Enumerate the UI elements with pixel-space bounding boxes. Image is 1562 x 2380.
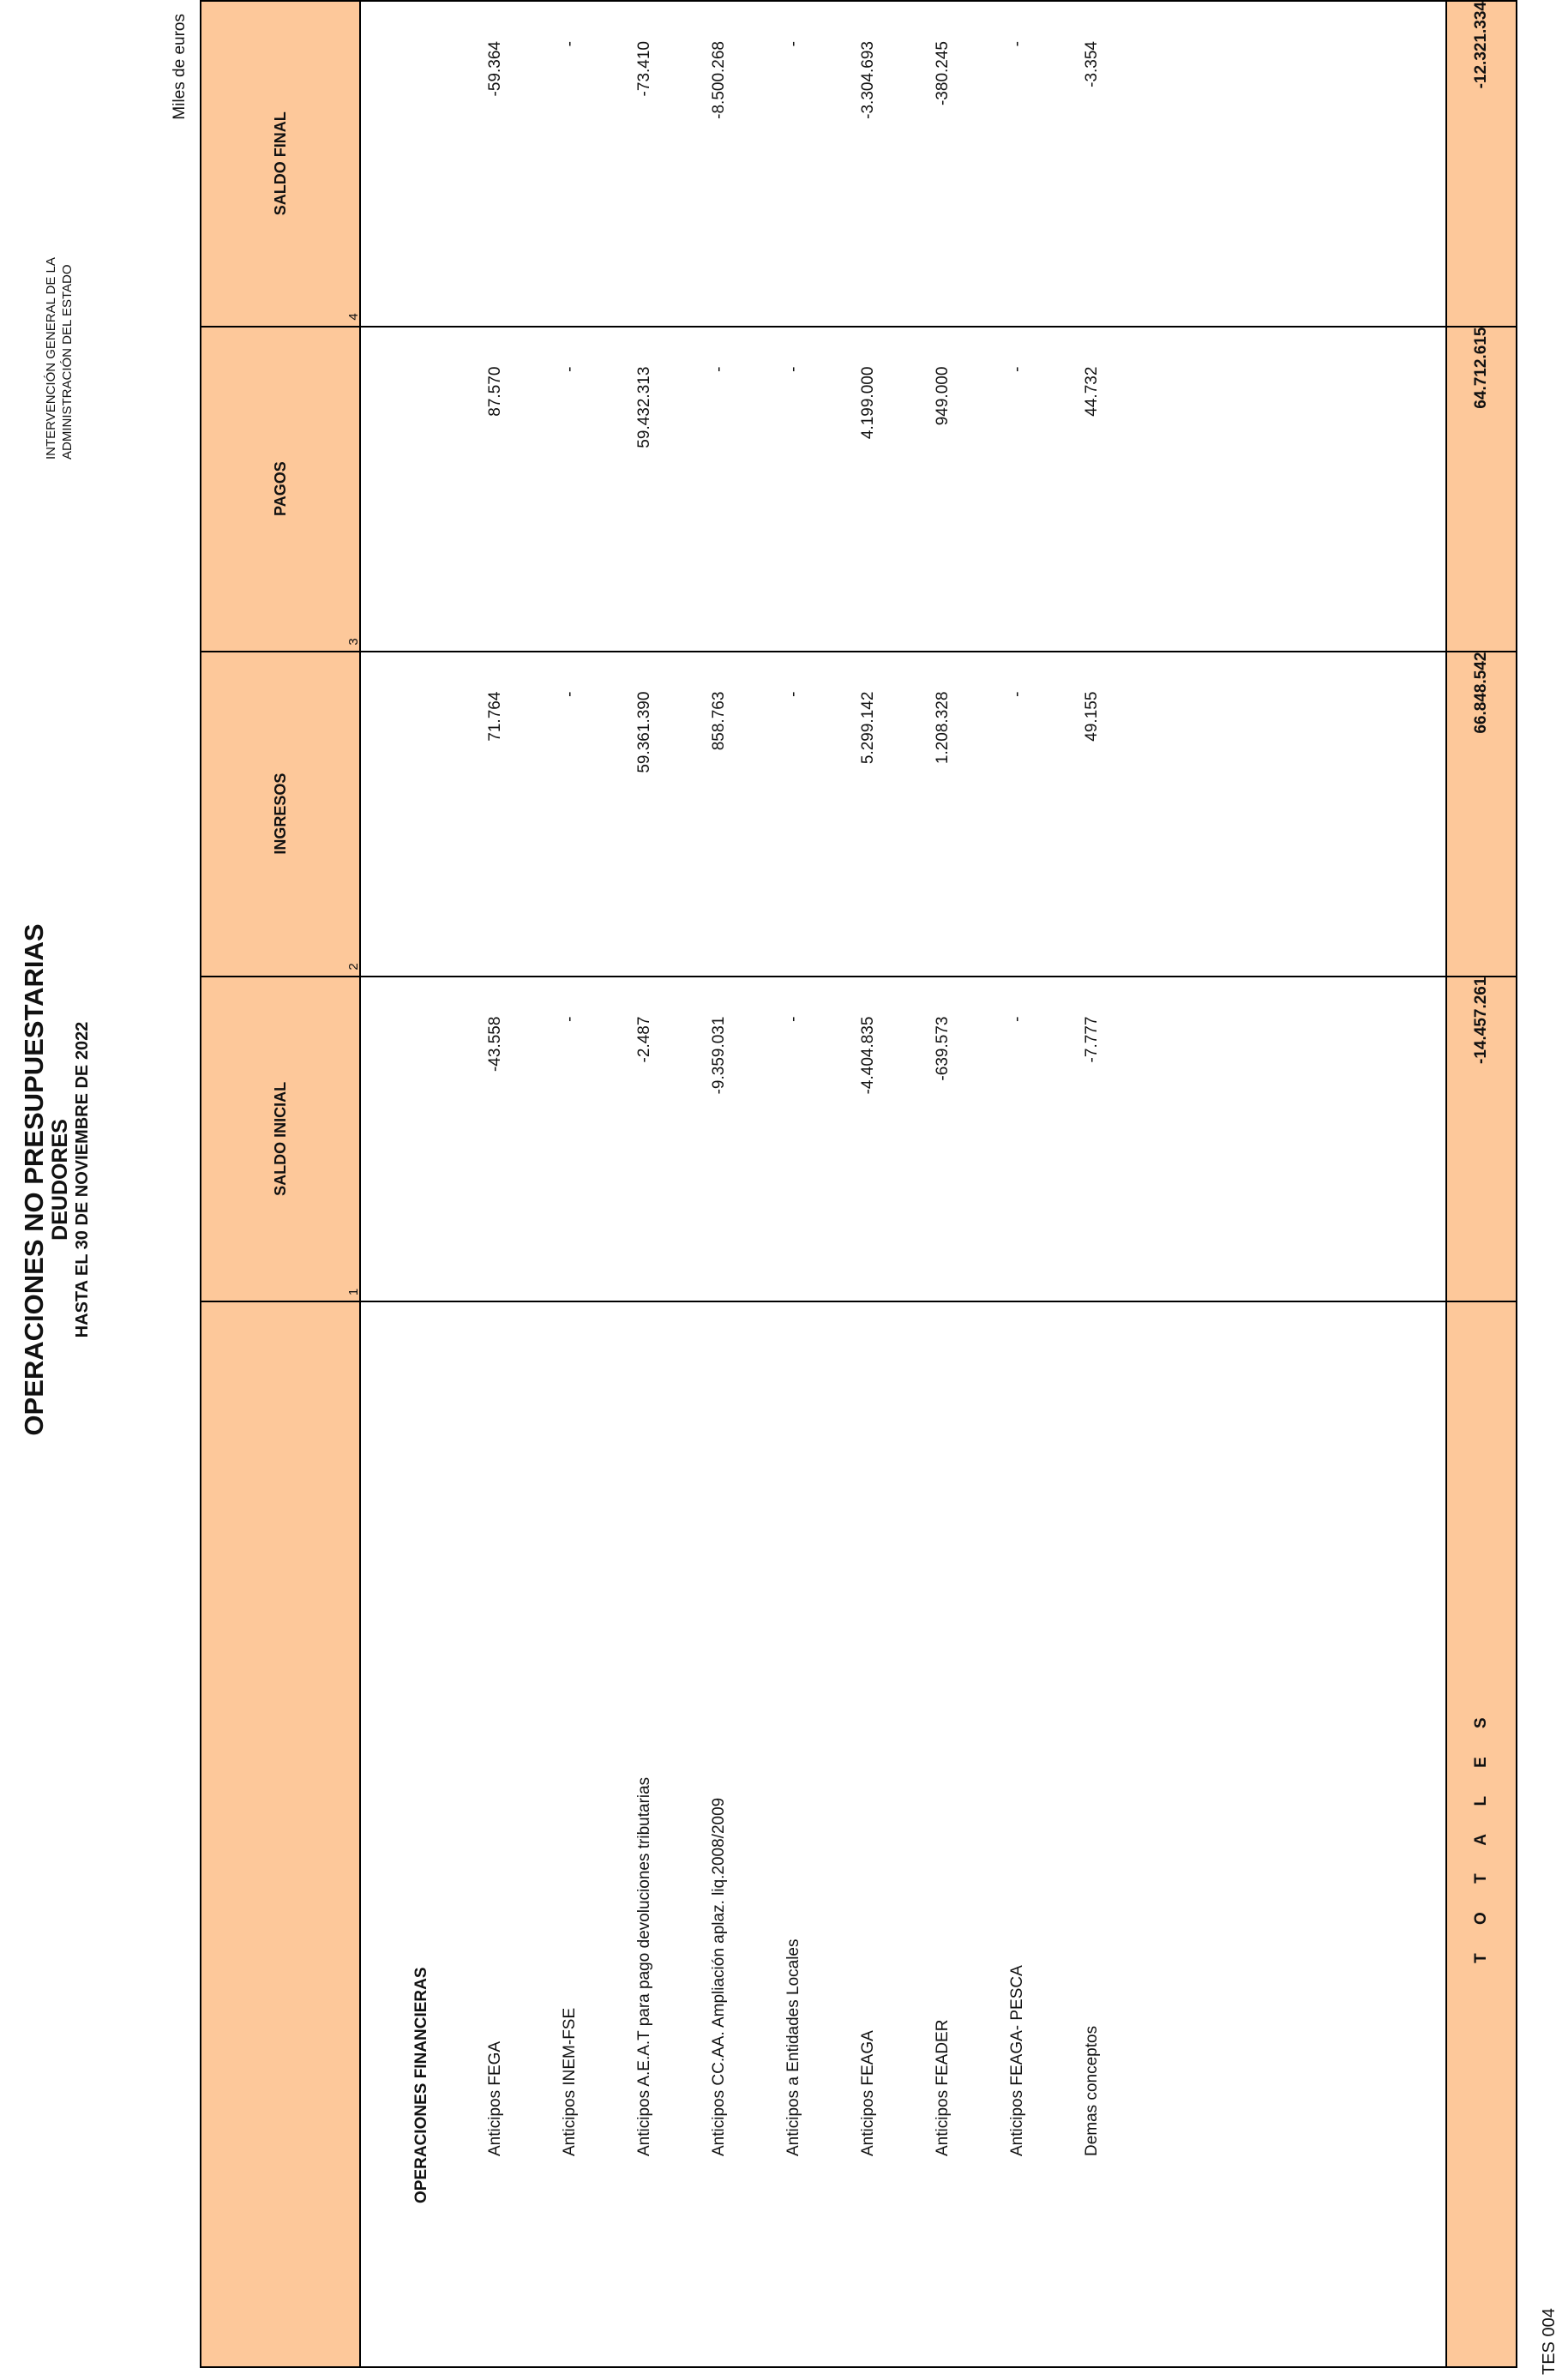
row-value-saldo-final: -380.245 [934,41,952,106]
row-value-ingresos: 49.155 [1083,691,1101,742]
section-title: OPERACIONES FINANCIERAS [412,1967,430,2203]
row-label: Anticipos FEAGA [859,2030,877,2156]
row-value-saldo-inicial: -639.573 [934,1016,952,1081]
report-subtitle: DEUDORES [48,1119,72,1241]
column-number: 3 [346,638,361,646]
row-value-ingresos: - [784,691,802,697]
row-value-saldo-inicial: -2.487 [635,1016,653,1063]
row-label: Anticipos a Entidades Locales [784,1938,802,2156]
row-label: Anticipos CC.AA. Ampliación aplaz. liq.2008/2009 [710,1797,728,2156]
row-label: Anticipos A.E.A.T para pago devoluciones tributarias [635,1776,653,2156]
total-ingresos: 66.848.542 [1446,652,1517,977]
header-saldo-final [201,1,360,327]
row-value-ingresos: 5.299.142 [859,691,877,765]
saldo-inicial-cell [360,977,1446,1302]
row-value-ingresos: 71.764 [486,691,504,742]
row-value-saldo-final: - [784,41,802,47]
row-value-pagos: 4.199.000 [859,366,877,440]
header-pagos [201,327,360,652]
row-value-pagos: - [1008,366,1026,372]
column-number: 2 [346,963,361,971]
header-concept [201,1301,360,2367]
row-value-saldo-final: -3.354 [1083,41,1101,87]
column-number: 1 [346,1288,361,1296]
column-number: 4 [346,313,361,321]
row-value-saldo-inicial: - [561,1016,579,1022]
row-label: Anticipos FEAGA- PESCA [1008,1965,1026,2156]
row-label: Anticipos INEM-FSE [561,2007,579,2156]
totals-row [1446,1,1517,2367]
concept-cell [360,1301,1446,2367]
row-value-pagos: 44.732 [1083,366,1101,417]
row-value-pagos: - [710,366,728,372]
table-header-row [201,1,360,2367]
row-value-pagos: - [561,366,579,372]
header-label: INGRESOS [271,772,289,855]
row-value-saldo-inicial: - [1008,1016,1026,1022]
agency-line-2: ADMINISTRACIÓN DEL ESTADO [60,264,75,460]
row-value-saldo-final: -8.500.268 [710,41,728,119]
operations-table [200,0,1517,2368]
row-value-saldo-final: -3.304.693 [859,41,877,119]
agency-name [43,117,75,460]
row-value-saldo-inicial: -7.777 [1083,1016,1101,1063]
header-label: PAGOS [271,461,289,516]
document-code: TES 004 [1540,2308,1559,2375]
row-value-pagos: 59.432.313 [635,366,653,448]
table-body-row [360,1,1446,2367]
total-pagos: 64.712.615 [1446,327,1517,652]
ingresos-cell [360,652,1446,977]
row-value-pagos: 949.000 [934,366,952,426]
report-period: HASTA EL 30 DE NOVIEMBRE DE 2022 [73,1021,92,1338]
saldo-final-cell [360,1,1446,327]
row-label: Demas conceptos [1083,2025,1101,2156]
row-value-ingresos: - [561,691,579,697]
row-value-saldo-final: - [1008,41,1026,47]
pagos-cell [360,327,1446,652]
row-value-saldo-final: -59.364 [486,41,504,97]
row-value-ingresos: 858.763 [710,691,728,751]
row-value-saldo-inicial: -9.359.031 [710,1016,728,1095]
row-label: Anticipos FEADER [934,2019,952,2156]
total-saldo-final: -12.321.334 [1446,1,1517,327]
row-value-ingresos: 59.361.390 [635,691,653,773]
row-value-pagos: 87.570 [486,366,504,417]
header-label: SALDO INICIAL [271,1081,289,1196]
row-value-saldo-inicial: - [784,1016,802,1022]
agency-line-1: INTERVENCIÓN GENERAL DE LA [44,257,58,460]
header-label: SALDO FINAL [271,111,289,216]
row-value-saldo-inicial: -43.558 [486,1016,504,1073]
totals-label: T O T A L E S [1446,1301,1517,2367]
row-value-saldo-final: -73.410 [635,41,653,97]
row-value-ingresos: - [1008,691,1026,697]
row-value-ingresos: 1.208.328 [934,691,952,765]
header-ingresos [201,652,360,977]
total-saldo-inicial: -14.457.261 [1446,977,1517,1302]
row-value-pagos: - [784,366,802,372]
units-label: Miles de euros [171,14,189,120]
report-title: OPERACIONES NO PRESUPUESTARIAS [19,923,49,1436]
row-label: Anticipos FEGA [486,2040,504,2156]
header-saldo-inicial [201,977,360,1302]
row-value-saldo-final: - [561,41,579,47]
row-value-saldo-inicial: -4.404.835 [859,1016,877,1095]
